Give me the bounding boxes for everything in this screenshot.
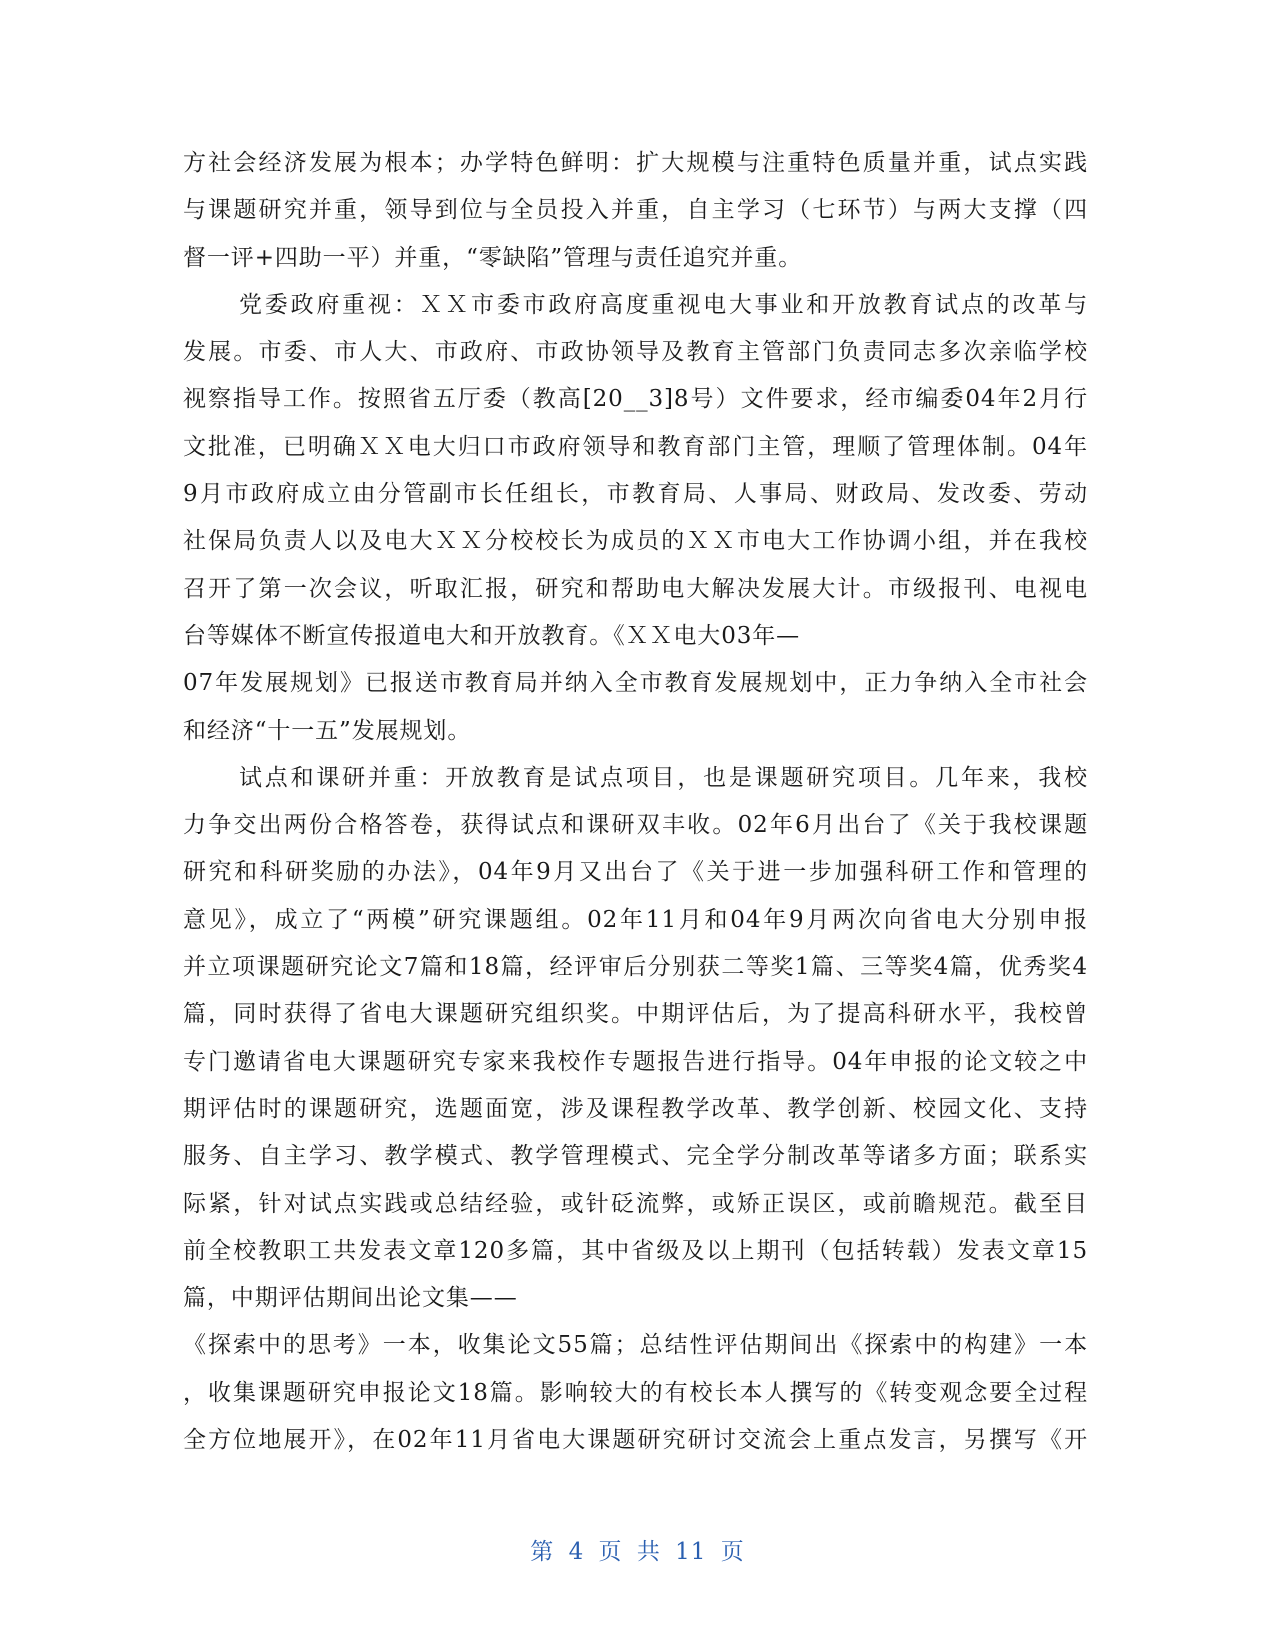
text-line: 社保局负责人以及电大ＸＸ分校校长为成员的ＸＸ市电大工作协调小组，并在我校 (183, 528, 1088, 555)
text-line: 期评估时的课题研究，选题面宽，涉及课程教学改革、教学创新、校园文化、支持 (183, 1095, 1088, 1122)
text-line: 召开了第一次会议，听取汇报，研究和帮助电大解决发展大计。市级报刊、电视电 (183, 575, 1088, 602)
text-line: 与课题研究并重，领导到位与全员投入并重，自主学习（七环节）与两大支撑（四 (183, 197, 1088, 224)
text-line: 07年发展规划》已报送市教育局并纳入全市教育发展规划中，正力争纳入全市社会 (183, 670, 1088, 697)
text-line: ，收集课题研究申报论文18篇。影响较大的有校长本人撰写的《转变观念要全过程 (183, 1379, 1088, 1406)
text-line: 《探索中的思考》一本，收集论文55篇；总结性评估期间出《探索中的构建》一本 (183, 1332, 1088, 1359)
text-line: 际紧，针对试点实践或总结经验，或针砭流弊，或矫正误区，或前瞻规范。截至目 (183, 1190, 1088, 1217)
text-line: 督一评+四助一平）并重，“零缺陷”管理与责任追究并重。 (183, 244, 803, 271)
document-body (183, 140, 1088, 1464)
text-line: 全方位地展开》，在02年11月省电大课题研究研讨交流会上重点发言，另撰写《开 (183, 1427, 1088, 1454)
page-number-footer: 第 4 页 共 11 页 (530, 1539, 745, 1565)
text-line: 前全校教职工共发表文章120多篇，其中省级及以上期刊（包括转载）发表文章15 (183, 1237, 1088, 1264)
paragraph-start-line: 试点和课研并重：开放教育是试点项目，也是课题研究项目。几年来，我校 (239, 764, 1088, 791)
text-line: 台等媒体不断宣传报道电大和开放教育。《ＸＸ电大03年— (183, 622, 801, 649)
text-line: 并立项课题研究论文7篇和18篇，经评审后分别获二等奖1篇、三等奖4篇，优秀奖4 (183, 954, 1088, 981)
text-line: 意见》，成立了“两模”研究课题组。02年11月和04年9月两次向省电大分别申报 (183, 906, 1088, 933)
text-line: 篇，中期评估期间出论文集—— (183, 1285, 518, 1312)
text-line: 力争交出两份合格答卷，获得试点和课研双丰收。02年6月出台了《关于我校课题 (183, 812, 1088, 839)
text-line: 服务、自主学习、教学模式、教学管理模式、完全学分制改革等诸多方面；联系实 (183, 1143, 1088, 1170)
text-line: 和经济“十一五”发展规划。 (183, 717, 472, 744)
text-line: 发展。市委、市人大、市政府、市政协领导及教育主管部门负责同志多次亲临学校 (183, 339, 1088, 366)
text-line: 方社会经济发展为根本；办学特色鲜明：扩大规模与注重特色质量并重，试点实践 (183, 150, 1088, 176)
text-line: 文批准，已明确ＸＸ电大归口市政府领导和教育部门主管，理顺了管理体制。04年 (183, 433, 1088, 460)
paragraph-start-line: 党委政府重视：ＸＸ市委市政府高度重视电大事业和开放教育试点的改革与 (239, 291, 1088, 318)
text-line: 视察指导工作。按照省五厅委（教高[20__3]8号）文件要求，经市编委04年2月行 (183, 386, 1088, 413)
text-line: 专门邀请省电大课题研究专家来我校作专题报告进行指导。04年申报的论文较之中 (183, 1048, 1088, 1075)
text-line: 研究和科研奖励的办法》，04年9月又出台了《关于进一步加强科研工作和管理的 (183, 859, 1088, 886)
text-line: 9月市政府成立由分管副市长任组长，市教育局、人事局、财政局、发改委、劳动 (183, 481, 1088, 508)
text-line: 篇，同时获得了省电大课题研究组织奖。中期评估后，为了提高科研水平，我校曾 (183, 1001, 1088, 1028)
